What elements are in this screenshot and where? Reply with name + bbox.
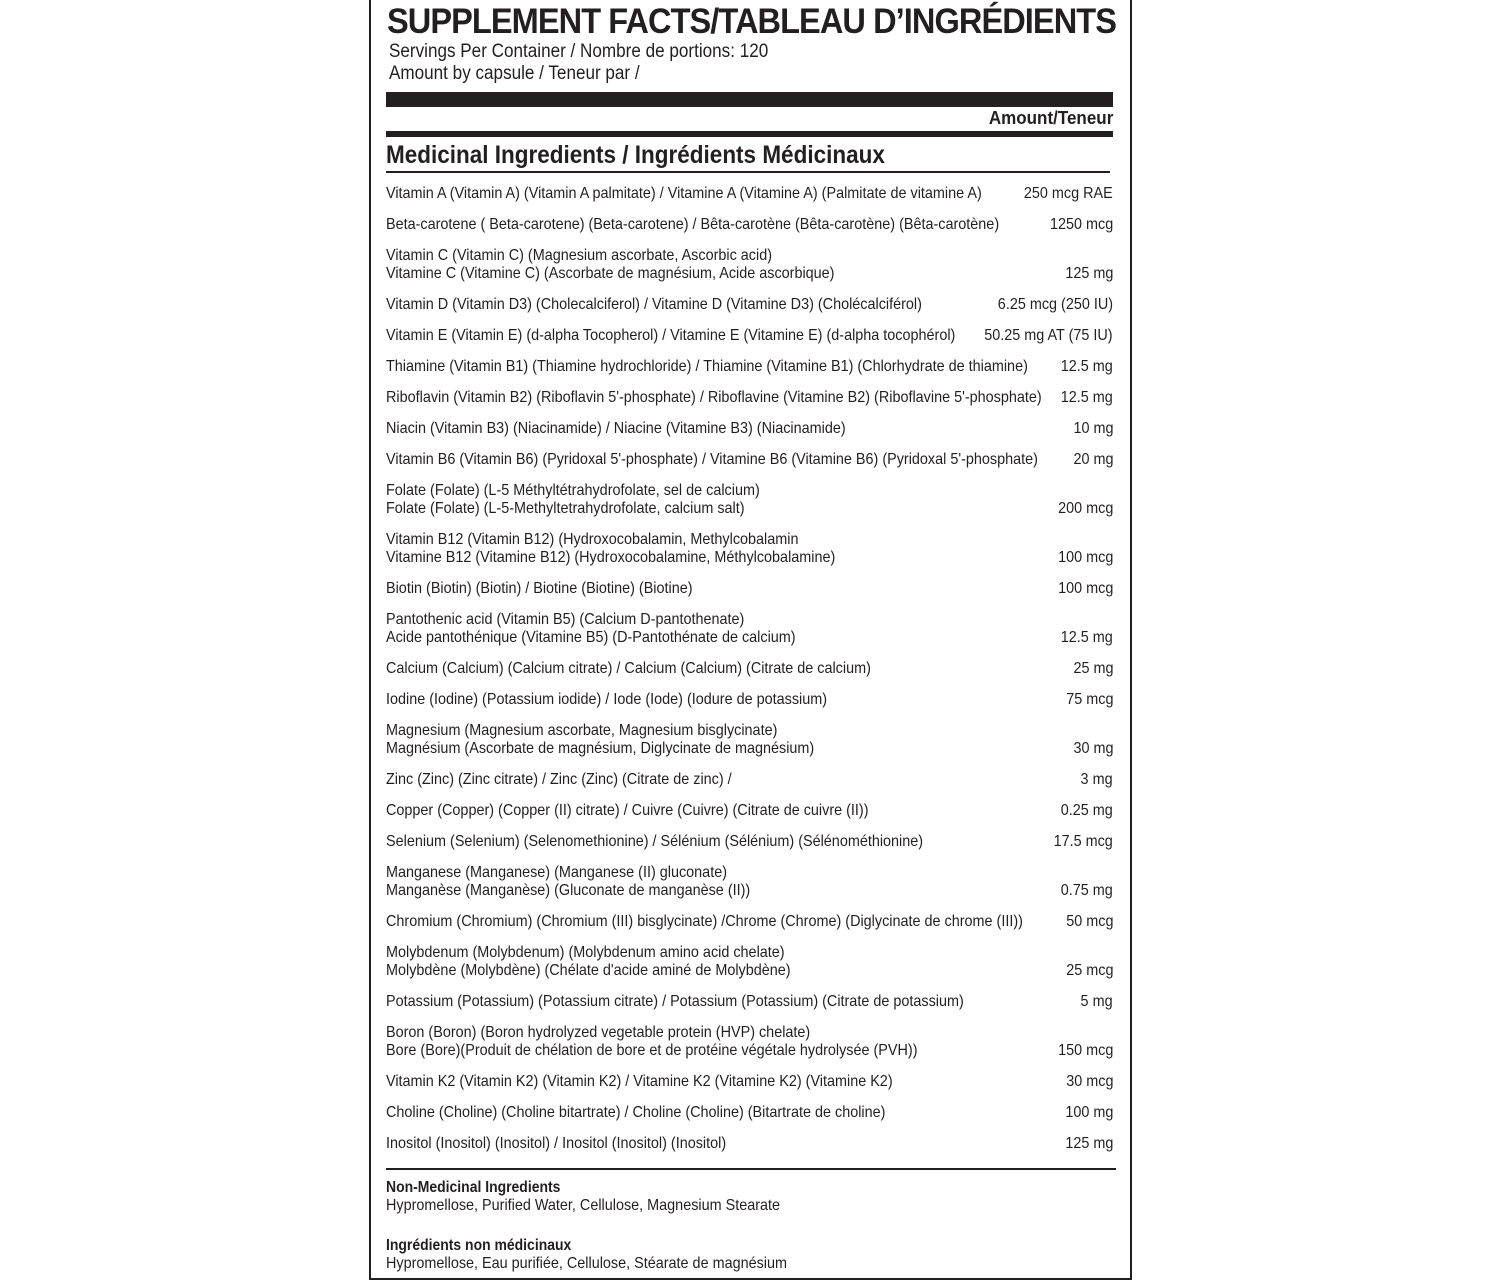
ingredient-amount: 12.5 mg (1060, 389, 1113, 406)
ingredient-name (386, 451, 1038, 469)
ingredient-amount: 100 mg (1064, 1104, 1113, 1121)
ingredient-name (386, 944, 791, 980)
ingredient-name-line: Biotin (Biotin) (Biotin) / Biotine (Biotine) (Biotine) (386, 580, 693, 597)
ingredient-amount: 20 mg (1072, 451, 1113, 468)
ingredient-name (386, 802, 869, 820)
ingredient-name-line: Molybdenum (Molybdenum) (Molybdenum amino acid chelate) (386, 944, 785, 961)
ingredient-name-line: Magnésium (Ascorbate de magnésium, Diglycinate de magnésium) (386, 740, 815, 757)
ingredient-name-line: Vitamin D (Vitamin D3) (Cholecalciferol) / Vitamine D (Vitamine D3) (Cholécalciférol) (386, 296, 922, 313)
ingredient-name-line: Molybdène (Molybdène) (Chélate d'acide aminé de Molybdène) (386, 962, 791, 979)
ingredient-name-line: Vitamin B12 (Vitamin B12) (Hydroxocobalamin, Methylcobalamin (386, 531, 799, 548)
ingredient-name (386, 1073, 893, 1091)
ingredient-name (386, 247, 834, 283)
ingredient-name-line: Beta-carotene ( Beta-carotene) (Beta-carotene) / Bêta-carotène (Bêta-carotène) (Bêta-carotène) (386, 216, 1000, 233)
ingredient-amount: 250 mcg RAE (1024, 185, 1113, 202)
ingredient-name (386, 993, 964, 1011)
bottom-divider (386, 1168, 1116, 1170)
ingredient-name-line: Vitamin A (Vitamin A) (Vitamin A palmitate) / Vitamine A (Vitamine A) (Palmitate de vitamine A) (386, 185, 982, 202)
medicinal-ingredients-header: Medicinal Ingredients / Ingrédients Médicinaux (386, 141, 885, 169)
ingredient-amount: 150 mcg (1057, 1042, 1113, 1059)
ingredient-amount: 125 mg (1064, 1135, 1113, 1152)
ingredient-name-line: Vitamine C (Vitamine C) (Ascorbate de magnésium, Acide ascorbique) (386, 265, 835, 282)
ingredient-name (386, 358, 1028, 376)
ingredient-amount: 50 mcg (1065, 913, 1113, 930)
ingredient-amount: 1250 mcg (1049, 216, 1113, 233)
ingredient-amount: 12.5 mg (1060, 358, 1113, 375)
ingredient-name-line: Chromium (Chromium) (Chromium (III) bisglycinate) /Chrome (Chrome) (Diglycinate de chrome (III)) (386, 913, 1023, 930)
ingredient-name-line: Bore (Bore)(Produit de chélation de bore et de protéine végétale hydrolysée (PVH)) (386, 1042, 918, 1059)
ingredient-name-line: Folate (Folate) (L-5 Méthyltétrahydrofolate, sel de calcium) (386, 482, 760, 499)
ingredient-name-line: Folate (Folate) (L-5-Methyltetrahydrofolate, calcium salt) (386, 500, 745, 517)
ingredient-name-line: Selenium (Selenium) (Selenomethionine) / Sélénium (Sélénium) (Sélénométhionine) (386, 833, 924, 850)
ingredient-name (386, 1135, 726, 1153)
ingredient-name (386, 722, 814, 758)
ingredient-name-line: Pantothenic acid (Vitamin B5) (Calcium D-pantothenate) (386, 611, 745, 628)
ingredient-amount: 200 mcg (1057, 500, 1113, 517)
ingredient-amount: 0.75 mg (1060, 882, 1113, 899)
ingredient-name-line: Thiamine (Vitamin B1) (Thiamine hydrochloride) / Thiamine (Vitamine B1) (Chlorhydrate de thiamine) (386, 358, 1028, 375)
ingredient-amount: 0.25 mg (1060, 802, 1113, 819)
ingredient-name (386, 420, 846, 438)
ingredient-amount: 6.25 mcg (250 IU) (997, 296, 1113, 313)
ingredient-amount: 25 mg (1072, 660, 1113, 677)
ingredient-amount: 12.5 mg (1060, 629, 1113, 646)
ingredient-amount: 3 mg (1080, 771, 1113, 788)
ingredient-amount: 25 mcg (1065, 962, 1113, 979)
ingredient-name (386, 1104, 885, 1122)
ingredient-name-line: Iodine (Iodine) (Potassium iodide) / Iode (Iode) (Iodure de potassium) (386, 691, 828, 708)
ingredient-amount: 5 mg (1080, 993, 1113, 1010)
ingredient-name-line: Magnesium (Magnesium ascorbate, Magnesium bisglycinate) (386, 722, 778, 739)
ingredient-name (386, 185, 982, 203)
ingredient-name (386, 531, 835, 567)
ingredient-name-line: Inositol (Inositol) (Inositol) / Inositol (Inositol) (Inositol) (386, 1135, 727, 1152)
ingredient-amount: 125 mg (1064, 265, 1113, 282)
ingredient-name-line: Copper (Copper) (Copper (II) citrate) / Cuivre (Cuivre) (Citrate de cuivre (II)) (386, 802, 869, 819)
ingredient-name-line: Acide pantothénique (Vitamine B5) (D-Pantothénate de calcium) (386, 629, 796, 646)
panel-content (386, 0, 1117, 1278)
ingredient-name (386, 771, 732, 789)
ingredient-name (386, 1024, 917, 1060)
ingredient-amount: 10 mg (1072, 420, 1113, 437)
ingredient-amount: 75 mcg (1065, 691, 1113, 708)
ingredient-amount: 100 mcg (1057, 580, 1113, 597)
ingredient-name-line: Choline (Choline) (Choline bitartrate) / Choline (Choline) (Bitartrate de choline) (386, 1104, 886, 1121)
ingredient-amount: 50.25 mg AT (75 IU) (984, 327, 1113, 344)
servings-per-container: Servings Per Container / Nombre de portions: 120 (389, 41, 769, 62)
ingredient-name-line: Vitamine B12 (Vitamine B12) (Hydroxocobalamine, Méthylcobalamine) (386, 549, 836, 566)
ingredient-name (386, 482, 760, 518)
ingredient-name (386, 611, 796, 647)
non-medicinal-text-en: Hypromellose, Purified Water, Cellulose, Magnesium Stearate (386, 1197, 781, 1214)
ingredient-name (386, 864, 750, 900)
ingredient-name (386, 296, 922, 314)
ingredient-name-line: Calcium (Calcium) (Calcium citrate) / Calcium (Calcium) (Citrate de calcium) (386, 660, 871, 677)
panel-title: SUPPLEMENT FACTS/TABLEAU D’INGRÉDIENTS (387, 2, 1117, 41)
ingredient-amount: 17.5 mcg (1053, 833, 1113, 850)
ingredient-name-line: Vitamin C (Vitamin C) (Magnesium ascorbate, Ascorbic acid) (386, 247, 773, 264)
non-medicinal-title-fr: Ingrédients non médicinaux (386, 1237, 572, 1254)
ingredient-name-line: Vitamin B6 (Vitamin B6) (Pyridoxal 5'-phosphate) / Vitamine B6 (Vitamine B6) (Pyridoxal 5'-phosphate) (386, 451, 1038, 468)
ingredient-amount: 30 mcg (1065, 1073, 1113, 1090)
ingredient-name-line: Niacin (Vitamin B3) (Niacinamide) / Niacine (Vitamine B3) (Niacinamide) (386, 420, 846, 437)
header-underline (386, 171, 1110, 173)
ingredient-name (386, 691, 827, 709)
ingredient-name-line: Manganese (Manganese) (Manganese (II) gluconate) (386, 864, 728, 881)
ingredient-name (386, 389, 1042, 407)
ingredient-name (386, 327, 955, 345)
amount-by-capsule: Amount by capsule / Teneur par / (389, 63, 640, 84)
thick-divider (386, 92, 1113, 107)
ingredient-name-line: Manganèse (Manganèse) (Gluconate de manganèse (II)) (386, 882, 751, 899)
ingredient-amount: 30 mg (1072, 740, 1113, 757)
ingredient-name-line: Zinc (Zinc) (Zinc citrate) / Zinc (Zinc) (Citrate de zinc) / (386, 771, 732, 788)
ingredient-name (386, 660, 871, 678)
ingredient-name (386, 833, 923, 851)
supplement-facts-panel (369, 0, 1132, 1280)
ingredient-name-line: Riboflavin (Vitamin B2) (Riboflavin 5'-phosphate) / Riboflavine (Vitamine B2) (Riboflavine 5'-phosphate) (386, 389, 1042, 406)
ingredient-name-line: Potassium (Potassium) (Potassium citrate) / Potassium (Potassium) (Citrate de potassium) (386, 993, 964, 1010)
ingredient-name-line: Vitamin E (Vitamin E) (d-alpha Tocopherol) / Vitamine E (Vitamine E) (d-alpha tocophérol) (386, 327, 956, 344)
non-medicinal-title-en: Non-Medicinal Ingredients (386, 1179, 561, 1196)
ingredient-name (386, 913, 1023, 931)
ingredient-name-line: Vitamin K2 (Vitamin K2) (Vitamin K2) / Vitamine K2 (Vitamine K2) (Vitamine K2) (386, 1073, 893, 1090)
ingredient-name (386, 580, 693, 598)
non-medicinal-text-fr: Hypromellose, Eau purifiée, Cellulose, Stéarate de magnésium (386, 1255, 788, 1272)
ingredient-amount: 100 mcg (1057, 549, 1113, 566)
ingredient-name-line: Boron (Boron) (Boron hydrolyzed vegetable protein (HVP) chelate) (386, 1024, 811, 1041)
amount-column-header: Amount/Teneur (988, 107, 1113, 128)
medium-divider (386, 131, 1113, 137)
ingredient-name (386, 216, 999, 234)
